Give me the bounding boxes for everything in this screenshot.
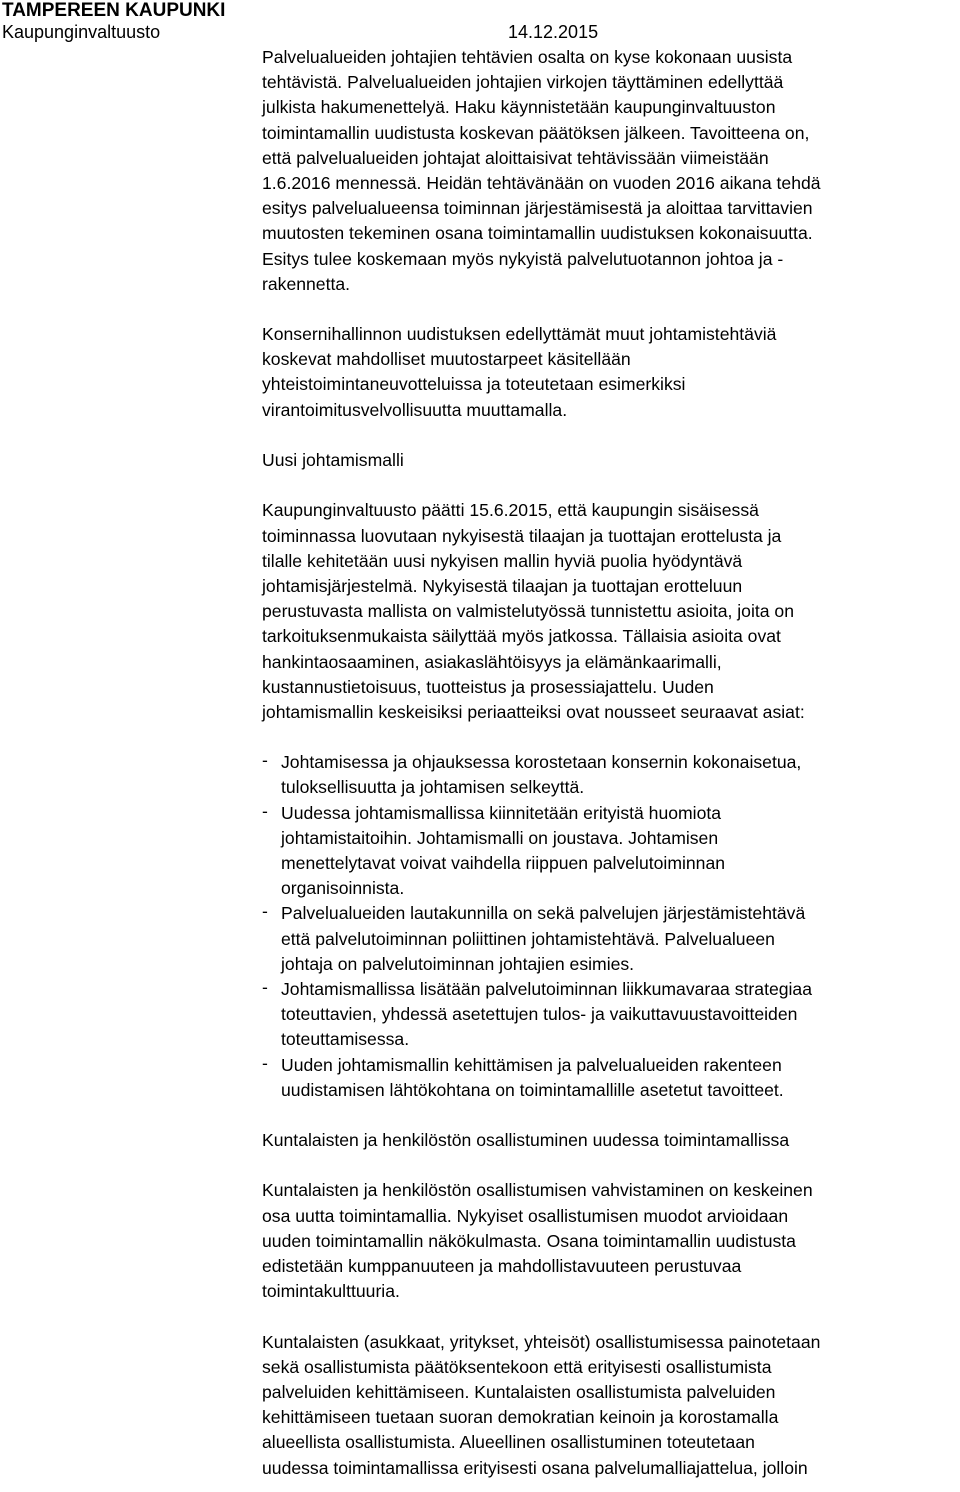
bullet-dash: - [262,1052,268,1073]
paragraph-spacer [262,1304,960,1329]
bullet-item [262,750,960,800]
bullet-item [262,801,960,902]
bullet-dash: - [262,976,268,997]
bullet-dash: - [262,800,268,821]
text-line: toiminnassa luovutaan nykyisestä tilaajan ja tuottajan erottelusta ja [262,525,782,546]
text-line: osa uutta toimintamallia. Nykyiset osallistumisen muodot arvioidaan [262,1205,789,1226]
text-line: julkista hakumenettelyä. Haku käynnistetään kaupunginvaltuuston [262,97,776,118]
bullet-item [262,1053,960,1103]
organization-name: TAMPEREEN KAUPUNKI [2,0,226,21]
text-line: uudistamisen lähtökohtana on toimintamallille asetetut tavoitteet. [281,1079,784,1100]
text-line: kehittämiseen tuetaan suoran demokratian keinoin ja korostamalla [262,1407,779,1428]
text-line: uudessa toimintamallissa erityisesti osana palvelumalliajattelua, jolloin [262,1457,808,1478]
text-line: Kuntalaisten (asukkaat, yritykset, yhteisöt) osallistumisessa painotetaan [262,1331,821,1352]
text-line: toteuttavien, yhdessä asetettujen tulos- ja vaikuttavuustavoitteiden [281,1004,798,1025]
text-line: koskevat mahdolliset muutostarpeet käsitellään [262,349,631,370]
text-line: Uusi johtamismalli [262,450,404,470]
text-line: johtamismallin keskeisiksi periaatteiksi ovat nousseet seuraavat asiat: [262,701,805,722]
text-line: tehtävistä. Palvelualueiden johtajien virkojen täyttäminen edellyttää [262,72,784,93]
text-line: johtamistaitoihin. Johtamismalli on joustava. Johtamisen [281,827,719,848]
text-line: Johtamismallissa lisätään palvelutoiminnan liikkumavaraa strategiaa [281,978,812,999]
text-line: tarkoituksenmukaista säilyttää myös jatkossa. Tällaisia asioita ovat [262,626,781,647]
paragraph [262,322,960,423]
text-line: että palvelutoiminnan poliittinen johtamistehtävä. Palvelualueen [281,928,775,949]
bullet-dash: - [262,901,268,922]
paragraph-spacer [262,725,960,750]
text-line: Palvelualueiden johtajien tehtävien osalta on kyse kokonaan uusista [262,47,793,67]
paragraph [262,1330,960,1481]
text-line: Esitys tulee koskemaan myös nykyistä palvelutuotannon johtoa ja - [262,248,784,269]
paragraph [262,498,960,725]
paragraph-spacer [262,1103,960,1128]
text-line: alueellista osallistumista. Alueellinen osallistuminen toteutetaan [262,1432,755,1453]
meeting-date: 14.12.2015 [508,22,599,42]
paragraph [262,45,960,297]
text-line: Kaupunginvaltuusto päätti 15.6.2015, että kaupungin sisäisessä [262,500,759,521]
text-line: yhteistoimintaneuvotteluissa ja toteutetaan esimerkiksi [262,374,686,395]
bullet-dash: - [262,750,268,771]
paragraph-spacer [262,297,960,322]
paragraph-spacer [262,1153,960,1178]
text-line: toimintamallin uudistusta koskevan päätöksen jälkeen. Tavoitteena on, [262,122,810,143]
text-line: Johtamisessa ja ohjauksessa korostetaan konsernin kokonaisetua, [281,752,802,773]
text-line: virantoimitusvelvollisuutta muuttamalla. [262,399,568,420]
text-line: rakennetta. [262,273,351,294]
text-line: Uuden johtamismallin kehittämisen ja palvelualueiden rakenteen [281,1054,782,1075]
text-line: toteuttamisessa. [281,1029,410,1050]
text-line: toimintakulttuuria. [262,1281,400,1302]
text-line: menettelytavat voivat vaihdella riippuen palvelutoiminnan [281,853,726,873]
document-body [262,45,960,1481]
text-line: tilalle kehitetään uusi nykyisen mallin hyviä puolia hyödyntävä [262,550,743,571]
bullet-item [262,901,960,977]
paragraph-spacer [262,423,960,448]
text-line: Palvelualueiden lautakunnilla on sekä palvelujen järjestämistehtävä [281,903,806,924]
text-line: perustuvasta mallista on valmistelutyössä tunnistettu asioita, joita on [262,601,794,622]
text-line: 1.6.2016 mennessä. Heidän tehtävänään on vuoden 2016 aikana tehdä [262,172,821,193]
meeting-body: Kaupunginvaltuusto [2,22,161,42]
document-meta [2,22,952,43]
text-line: Kuntalaisten ja henkilöstön osallistumisen vahvistaminen on keskeinen [262,1180,813,1201]
text-line: tuloksellisuutta ja johtamisen selkeyttä. [281,777,585,798]
paragraph [262,1178,960,1304]
text-line: Kuntalaisten ja henkilöstön osallistuminen uudessa toimintamallissa [262,1130,790,1151]
section-heading [262,1128,960,1153]
section-heading [262,448,960,473]
text-line: hankintaosaaminen, asiakaslähtöisyys ja elämänkaarimalli, [262,651,722,672]
text-line: Uudessa johtamismallissa kiinnitetään erityistä huomiota [281,802,722,823]
text-line: Konsernihallinnon uudistuksen edellyttämät muut johtamistehtäviä [262,324,777,345]
text-line: muutosten tekeminen osana toimintamallin uudistuksen kokonaisuutta. [262,223,813,244]
text-line: johtamisjärjestelmä. Nykyisestä tilaajan ja tuottajan erotteluun [262,575,743,596]
text-line: organisoinnista. [281,878,405,899]
text-line: sekä osallistumista päätöksentekoon että erityisesti osallistumista [262,1356,772,1377]
text-line: johtaja on palvelutoiminnan johtajien esimies. [281,953,635,974]
text-line: palveluiden kehittämiseen. Kuntalaisten osallistumista palveluiden [262,1381,776,1402]
text-line: kustannustietoisuus, tuotteistus ja prosessiajattelu. Uuden [262,676,714,697]
document-header [2,0,952,43]
text-line: että palvelualueiden johtajat aloittaisivat tehtävissään viimeistään [262,147,769,168]
paragraph-spacer [262,473,960,498]
text-line: esitys palvelualueensa toiminnan järjestämisestä ja aloittaa tarvittavien [262,198,813,219]
text-line: uuden toimintamallin näkökulmasta. Osana toimintamallin uudistusta [262,1230,796,1251]
bullet-item [262,977,960,1053]
text-line: edistetään kumppanuuteen ja mahdollistavuuteen perustuvaa [262,1256,742,1276]
